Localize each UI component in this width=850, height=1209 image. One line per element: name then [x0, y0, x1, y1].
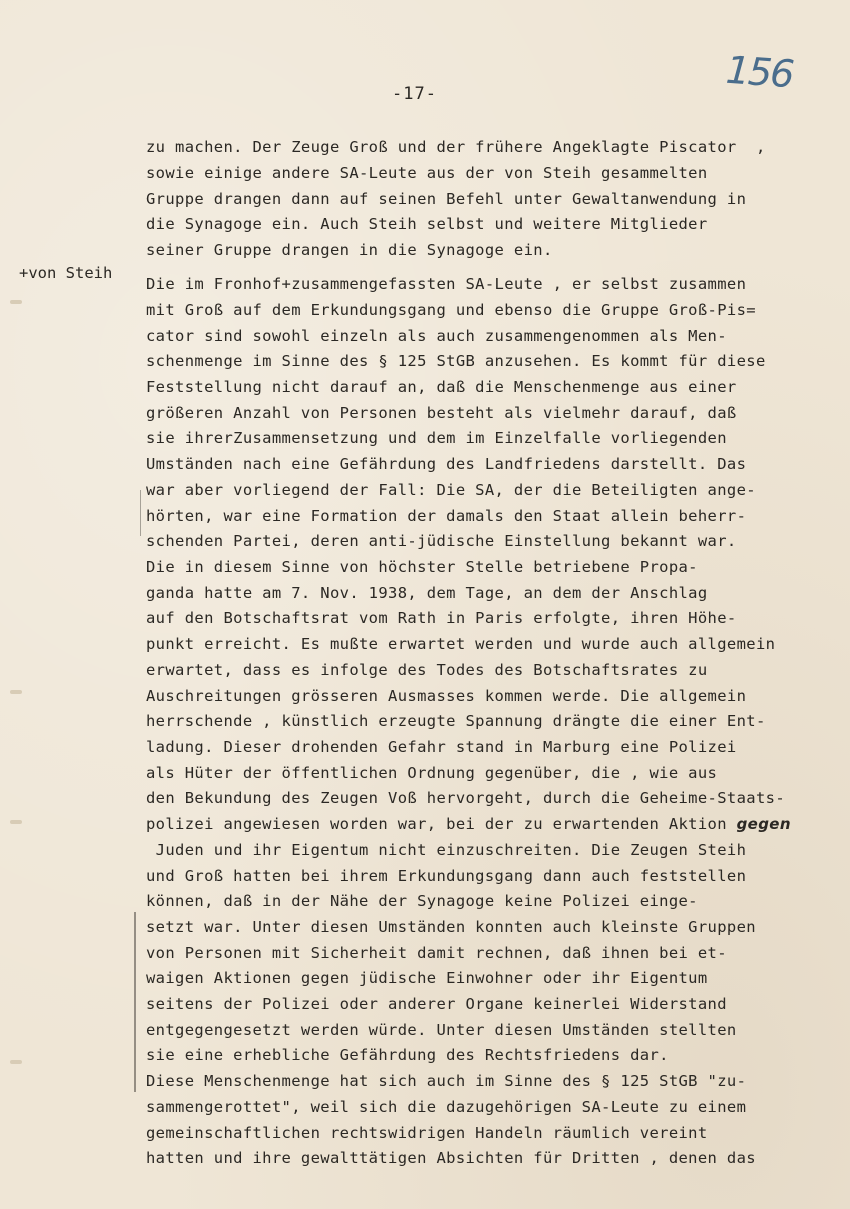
text-line: Feststellung nicht darauf an, daß die Menschenmenge aus einer [146, 378, 737, 396]
text-line: herrschende , künstlich erzeugte Spannung drängte die einer Ent- [146, 712, 766, 730]
text-line: Diese Menschenmenge hat sich auch im Sinne des § 125 StGB "zu- [146, 1072, 747, 1090]
text-line: seitens der Polizei oder anderer Organe keinerlei Widerstand [146, 995, 727, 1013]
text-line: setzt war. Unter diesen Umständen konnten auch kleinste Gruppen [146, 918, 756, 936]
text-line: die Synagoge ein. Auch Steih selbst und weitere Mitglieder [146, 215, 708, 233]
margin-pencil-mark [140, 490, 141, 536]
paper-mark [10, 300, 22, 304]
text-line: Die im Fronhof+zusammengefassten SA-Leute , er selbst zusammen [146, 275, 747, 293]
text-line: schenmenge im Sinne des § 125 StGB anzusehen. Es kommt für diese [146, 352, 766, 370]
text-line: auf den Botschaftsrat vom Rath in Paris erfolgte, ihren Höhe- [146, 609, 737, 627]
text-line: Gruppe drangen dann auf seinen Befehl unter Gewaltanwendung in [146, 190, 747, 208]
text-line: schenden Partei, deren anti-jüdische Einstellung bekannt war. [146, 532, 737, 550]
text-line: seiner Gruppe drangen in die Synagoge ein. [146, 241, 553, 259]
text-line: sammengerottet", weil sich die dazugehörigen SA-Leute zu einem [146, 1098, 747, 1116]
margin-note: +von Steih [19, 264, 113, 282]
text-line: hatten und ihre gewalttätigen Absichten für Dritten , denen das [146, 1149, 756, 1167]
paper-mark [10, 690, 22, 694]
paper-mark [10, 1060, 22, 1064]
text-line: als Hüter der öffentlichen Ordnung gegenüber, die , wie aus [146, 764, 718, 782]
text-line: war aber vorliegend der Fall: Die SA, der die Beteiligten ange- [146, 481, 756, 499]
text-line: ganda hatte am 7. Nov. 1938, dem Tage, an dem der Anschlag [146, 584, 708, 602]
text-line: mit Groß auf dem Erkundungsgang und ebenso die Gruppe Groß-Pis= [146, 301, 756, 319]
text-line: den Bekundung des Zeugen Voß hervorgeht, durch die Geheime-Staats- [146, 789, 785, 807]
text-line: können, daß in der Nähe der Synagoge keine Polizei einge- [146, 892, 698, 910]
text-line: zu machen. Der Zeuge Groß und der frühere Angeklagte Piscator , [146, 138, 766, 156]
text-line: ladung. Dieser drohenden Gefahr stand in Marburg eine Polizei [146, 738, 737, 756]
text-line: Auschreitungen grösseren Ausmasses kommen werde. Die allgemein [146, 687, 747, 705]
handwritten-insert: gegen [736, 815, 791, 833]
text-line: von Personen mit Sicherheit damit rechnen, daß ihnen bei et- [146, 944, 727, 962]
text-line: sie ihrerZusammensetzung und dem im Einzelfalle vorliegenden [146, 429, 727, 447]
text-line: entgegengesetzt werden würde. Unter diesen Umständen stellten [146, 1021, 737, 1039]
text-line: Umständen nach eine Gefährdung des Landfriedens darstellt. Das [146, 455, 747, 473]
text-line: cator sind sowohl einzeln als auch zusammengenommen als Men- [146, 327, 727, 345]
text-line: Die in diesem Sinne von höchster Stelle betriebene Propa- [146, 558, 698, 576]
margin-pencil-line [134, 912, 136, 1092]
text-line: und Groß hatten bei ihrem Erkundungsgang dann auch feststellen [146, 867, 747, 885]
text-line-with-insert [146, 814, 791, 834]
text-line: sie eine erhebliche Gefährdung des Rechtsfriedens dar. [146, 1046, 669, 1064]
text-line: sowie einige andere SA-Leute aus der von Steih gesammelten [146, 164, 708, 182]
text-line: erwartet, dass es infolge des Todes des Botschaftsrates zu [146, 661, 708, 679]
text-line: gemeinschaftlichen rechtswidrigen Handeln räumlich vereint [146, 1124, 708, 1142]
archive-number-handwritten: 156 [724, 47, 794, 97]
text-line: Juden und ihr Eigentum nicht einzuschreiten. Die Zeugen Steih [146, 841, 747, 859]
text-line: hörten, war eine Formation der damals den Staat allein beherr- [146, 507, 747, 525]
text-line: polizei angewiesen worden war, bei der zu erwartenden Aktion [146, 815, 737, 833]
text-line: größeren Anzahl von Personen besteht als vielmehr darauf, daß [146, 404, 737, 422]
paper-mark [10, 820, 22, 824]
page-number: -17- [392, 84, 437, 104]
text-line: waigen Aktionen gegen jüdische Einwohner oder ihr Eigentum [146, 969, 708, 987]
text-line: punkt erreicht. Es mußte erwartet werden und wurde auch allgemein [146, 635, 776, 653]
